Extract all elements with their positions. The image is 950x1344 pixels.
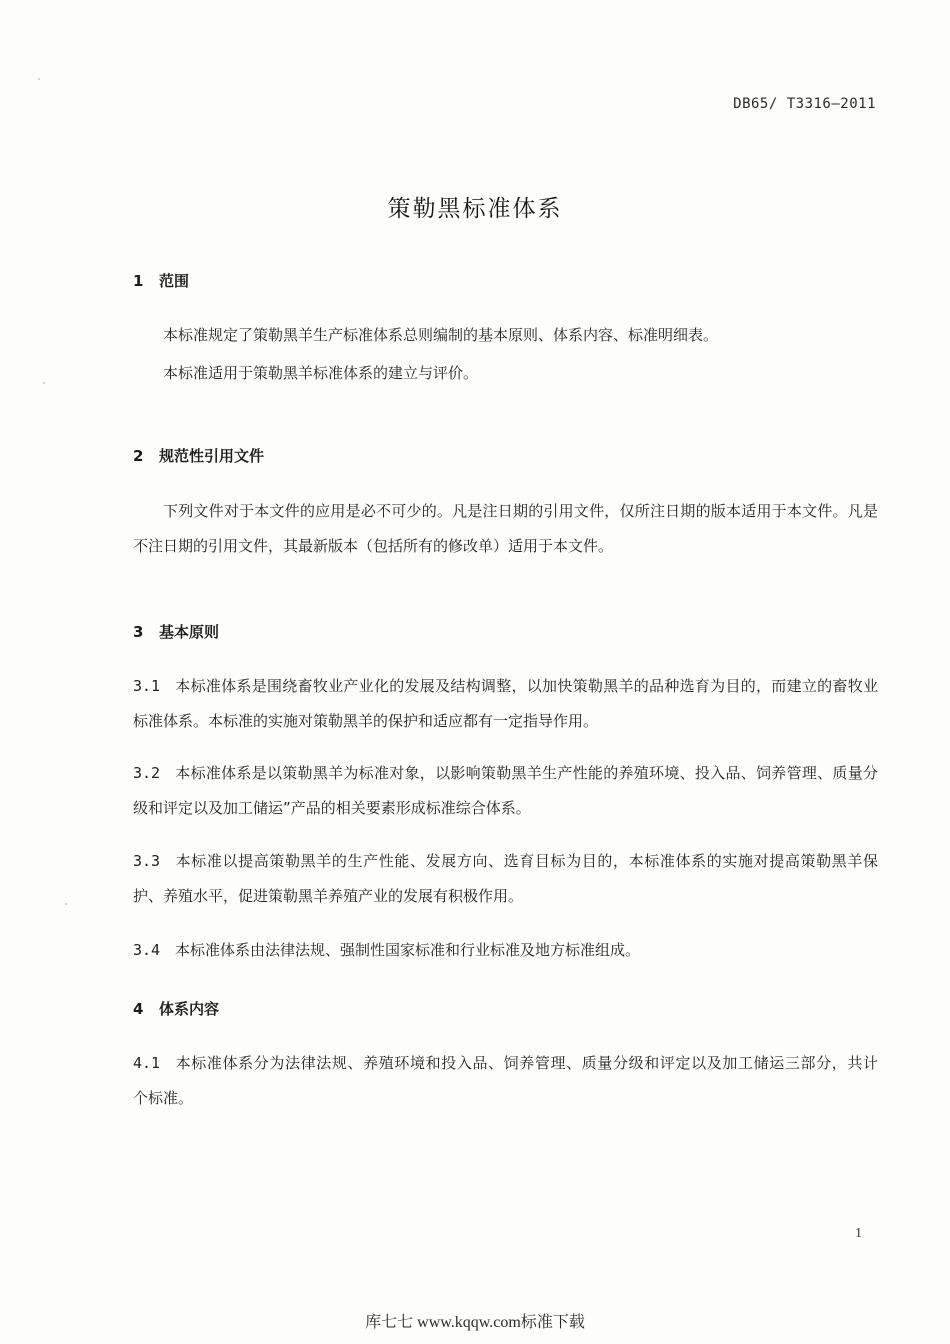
section-heading-normative-references [133, 445, 264, 466]
section-title: 基本原则 [159, 623, 220, 641]
clause-number: 3.1 [133, 677, 161, 695]
scan-speck [65, 903, 67, 905]
clause-4-1 [133, 1046, 894, 1116]
document-code: DB65/ T3316—2011 [733, 96, 876, 112]
clause-text: 本标准以提高策勒黑羊的生产性能、发展方向、选育目标为目的，本标准体系的实施对提高策勒黑羊保护、养殖水平，促进策勒黑羊养殖产业的发展有积极作用。 [133, 852, 878, 905]
clause-3-2 [133, 756, 878, 826]
clause-text: 本标准体系由法律法规、强制性国家标准和行业标准及地方标准组成。 [175, 941, 641, 959]
document-title: 策勒黑标准体系 [387, 196, 563, 222]
section-number: 1 [133, 272, 144, 290]
clause-3-1 [133, 669, 878, 739]
clause-number: 4.1 [133, 1054, 161, 1072]
section-heading-scope [133, 270, 189, 291]
clause-number: 3.2 [133, 764, 161, 782]
paragraph: 本标准规定了策勒黑羊生产标准体系总则编制的基本原则、体系内容、标准明细表。 [163, 326, 719, 344]
section-title: 规范性引用文件 [159, 447, 265, 465]
section-title: 体系内容 [159, 1000, 220, 1018]
scan-speck [38, 78, 40, 80]
section-number: 2 [133, 447, 144, 465]
paragraph: 下列文件对于本文件的应用是必不可少的。凡是注日期的引用文件，仅所注日期的版本适用于本文件。凡是不注日期的引用文件，其最新版本（包括所有的修改单）适用于本文件。 [133, 502, 878, 555]
section-heading-basic-principles [133, 621, 219, 642]
clause-3-4 [133, 933, 878, 968]
scan-speck [43, 382, 45, 384]
section-number: 3 [133, 623, 144, 641]
clause-number: 3.4 [133, 941, 161, 959]
watermark: 库七七 www.kqqw.com标准下载 [365, 1314, 585, 1331]
clause-text: 本标准体系是以策勒黑羊为标准对象，以影响策勒黑羊生产性能的养殖环境、投入品、饲养管理、质量分级和评定以及加工储运”产品的相关要素形成标准综合体系。 [133, 764, 878, 817]
clause-3-3 [133, 844, 878, 914]
clause-text: 本标准体系分为法律法规、养殖环境和投入品、饲养管理、质量分级和评定以及加工储运三部分，共计 个标准。 [133, 1054, 894, 1107]
paragraph: 本标准适用于策勒黑羊标准体系的建立与评价。 [163, 364, 479, 382]
clause-number: 3.3 [133, 852, 161, 870]
page-number: 1 [855, 1226, 862, 1241]
clause-text: 本标准体系是围绕畜牧业产业化的发展及结构调整，以加快策勒黑羊的品种选育为目的，而建立的畜牧业标准体系。本标准的实施对策勒黑羊的保护和适应都有一定指导作用。 [133, 677, 878, 730]
section-number: 4 [133, 1000, 144, 1018]
section-title: 范围 [159, 272, 190, 290]
section-heading-system-content [133, 998, 219, 1019]
